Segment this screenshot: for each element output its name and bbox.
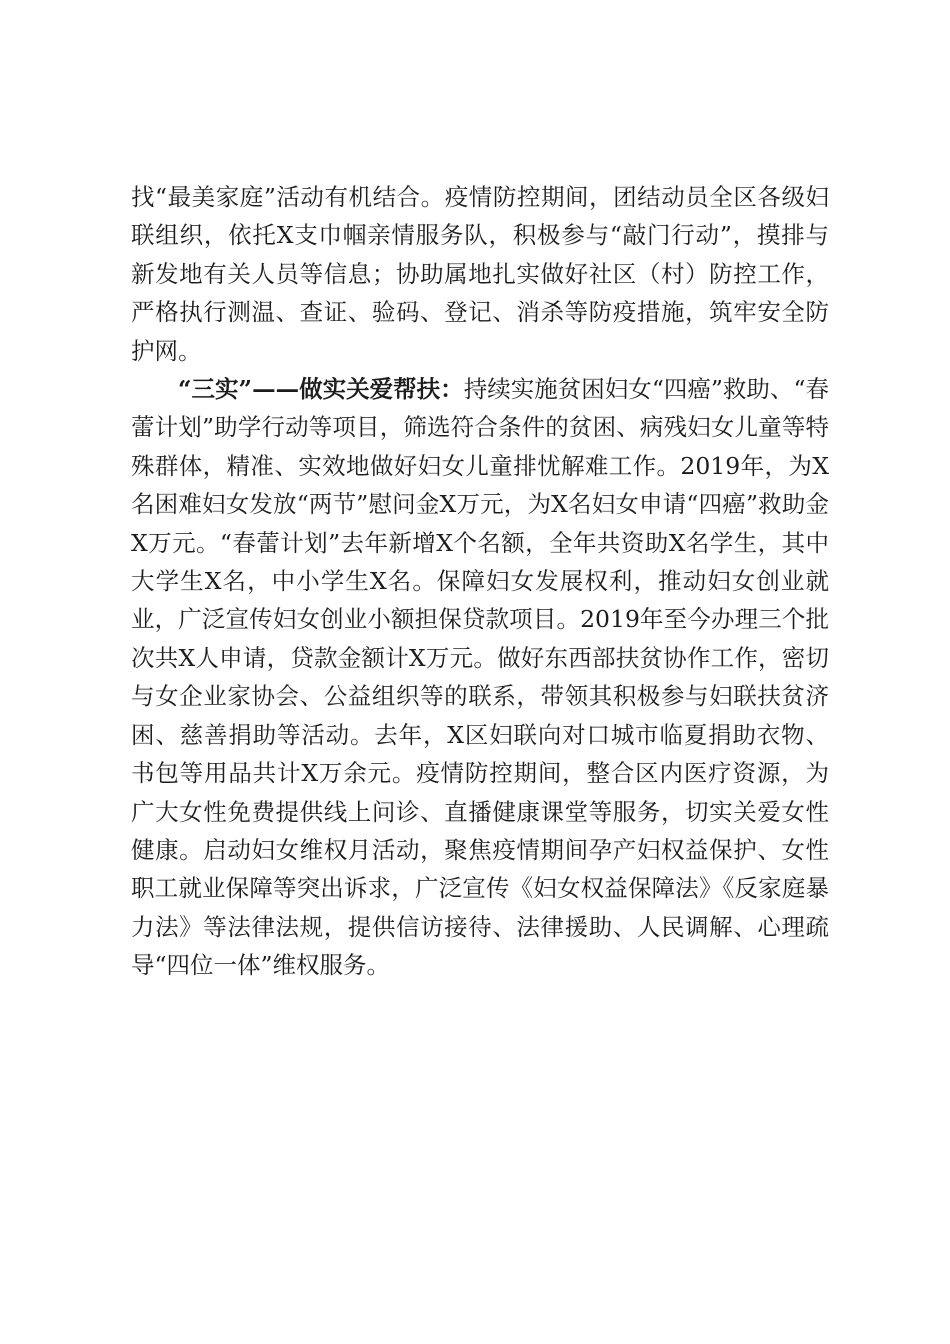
paragraph-continuation: 找“最美家庭”活动有机结合。疫情防控期间，团结动员全区各级妇联组织，依托X支巾帼亲情服务队，积极参与“敲门行动”，摸排与新发地有关人员等信息；协助属地扎实做好社区（村）防控工作，严格执行测温、查证、验码、登记、消杀等防疫措施，筑牢安全防护网。 [131, 183, 829, 365]
paragraph-three-solid [131, 370, 829, 985]
section-heading: “三实”——做实关爱帮扶： [178, 375, 464, 404]
paragraph-body: 持续实施贫困妇女“四癌”救助、“春蕾计划”助学行动等项目，筛选符合条件的贫困、病残妇女儿童等特殊群体，精准、实效地做好妇女儿童排忧解难工作。2019年，为X名困难妇女发放“两节”慰问金X万元，为X名妇女申请“四癌”救助金X万元。“春蕾计划”去年新增X个名额，全年共资助X名学生，其中大学生X名，中小学生X名。保障妇女发展权利，推动妇女创业就业，广泛宣传妇女创业小额担保贷款项目。2019年至今办理三个批次共X人申请，贷款金额计X万元。做好东西部扶贫协作工作，密切与女企业家协会、公益组织等的联系，带领其积极参与妇联扶贫济困、慈善捐助等活动。去年，X区妇联向对口城市临夏捐助衣物、书包等用品共计X万余元。疫情防控期间，整合区内医疗资源，为广大女性免费提供线上问诊、直播健康课堂等服务，切实关爱女性健康。启动妇女维权月活动，聚焦疫情期间孕产妇权益保护、女性职工就业保障等突出诉求，广泛宣传《妇女权益保障法》《反家庭暴力法》等法律法规，提供信访接待、法律援助、人民调解、心理疏导“四位一体”维权服务。 [131, 375, 829, 980]
document-body [131, 178, 829, 985]
